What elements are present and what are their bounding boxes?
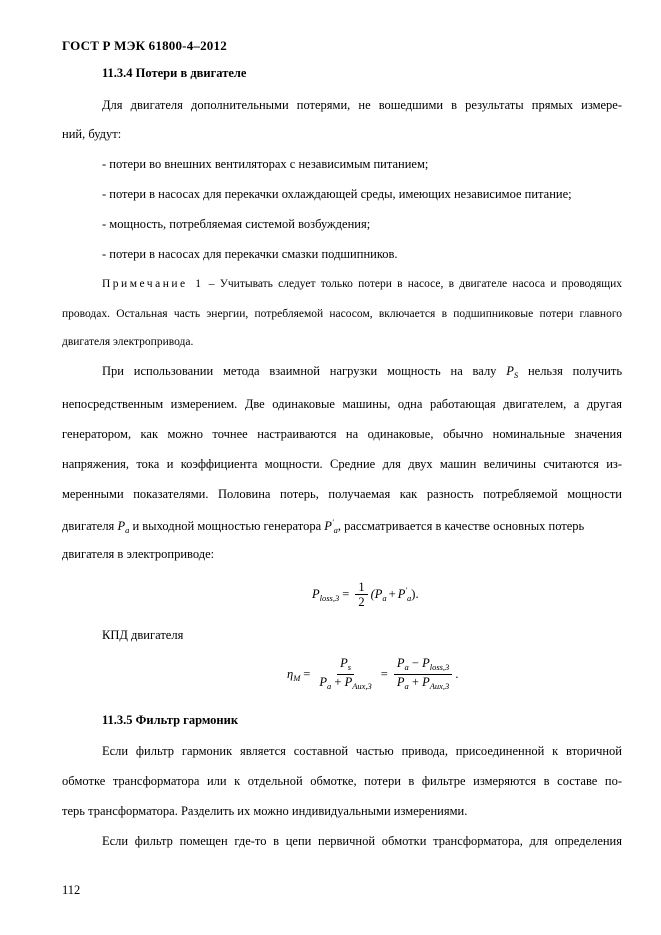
formula-efficiency: $\eta_M$ = $\frac{P_s}{P_a + P_{Aux,3}}$ = $\frac{P_a - P_{loss,3}}{P_a + P_{Aux,3}}$ . bbox=[287, 656, 459, 691]
text-run: двигателя bbox=[62, 519, 115, 534]
symbol-pa: $P_a$ bbox=[117, 519, 130, 536]
section-title-11-3-5: 11.3.5 Фильтр гармоник bbox=[102, 713, 239, 727]
paragraph-line: терь трансформатора. Разделить их можно индивидуальными измерениями. bbox=[62, 804, 468, 818]
text-run: При использовании метода взаимной нагрузки мощность на валу bbox=[102, 364, 497, 378]
paragraph-line: Если фильтр помещен где-то в цепи первичной обмотки трансформатора, для определения bbox=[102, 834, 622, 848]
paragraph-line: обмотке трансформатора или к отдельной обмотке, потери в фильтре измеряются в составе по- bbox=[62, 774, 622, 788]
note-line: проводах. Остальная часть энергии, потребляемой насосом, включается в подшипниковые потери главного bbox=[62, 308, 622, 320]
paragraph-line: меренными показателями. Половина потерь, получаемая как разность потребляемой мощности bbox=[62, 487, 622, 501]
paragraph-line: Для двигателя дополнительными потерями, не вошедшими в результаты прямых измере- bbox=[102, 98, 622, 112]
list-item: - потери в насосах для перекачки охлаждающей среды, имеющих независимое питание; bbox=[102, 187, 572, 201]
text-run: нельзя получить bbox=[527, 364, 623, 378]
paragraph-line: генератором, как можно точнее настраиваются на одинаковые, обычно номинальные значения bbox=[62, 427, 622, 441]
paragraph-line: Если фильтр гармоник является составной частью привода, присоединенной к вторичной bbox=[102, 744, 622, 758]
note-text: – Учитывать следует только потери в насосе, в двигателе насоса и проводящих bbox=[208, 278, 623, 290]
list-item: - потери во внешних вентиляторах с независимым питанием; bbox=[102, 157, 429, 171]
paragraph-line: КПД двигателя bbox=[102, 628, 184, 642]
paragraph-line: двигателя в электроприводе: bbox=[62, 547, 215, 561]
formula-loss: $P_{loss,3}$ = $\frac{1}{2}$ ($P_a$ + $P'_a$ ). bbox=[312, 580, 419, 609]
list-item: - мощность, потребляемая системой возбуждения; bbox=[102, 217, 371, 231]
text-run: и выходной мощностью генератора bbox=[132, 519, 322, 534]
section-title-11-3-4: 11.3.4 Потери в двигателе bbox=[102, 66, 247, 80]
paragraph-line bbox=[102, 363, 622, 383]
document-header: ГОСТ Р МЭК 61800-4–2012 bbox=[62, 38, 227, 53]
symbol-ps: $P_S$ bbox=[506, 364, 519, 380]
note-label: Примечание 1 bbox=[102, 278, 204, 290]
text-run: , рассматривается в качестве основных потерь bbox=[337, 519, 585, 534]
symbol-pa-prime: $P'_a$ bbox=[324, 518, 338, 536]
paragraph-line: непосредственным измерением. Две одинаковые машины, одна работающая двигателем, а другая bbox=[62, 397, 622, 411]
paragraph-line: напряжения, тока и коэффициента мощности. Средние для двух машин величины считаются из- bbox=[62, 457, 622, 471]
page-number: 112 bbox=[62, 883, 81, 897]
list-item: - потери в насосах для перекачки смазки подшипников. bbox=[102, 247, 398, 261]
note-line: двигателя электропривода. bbox=[62, 336, 194, 348]
note-line bbox=[102, 276, 622, 292]
paragraph-line: ний, будут: bbox=[62, 127, 122, 141]
paragraph-line bbox=[62, 515, 622, 538]
